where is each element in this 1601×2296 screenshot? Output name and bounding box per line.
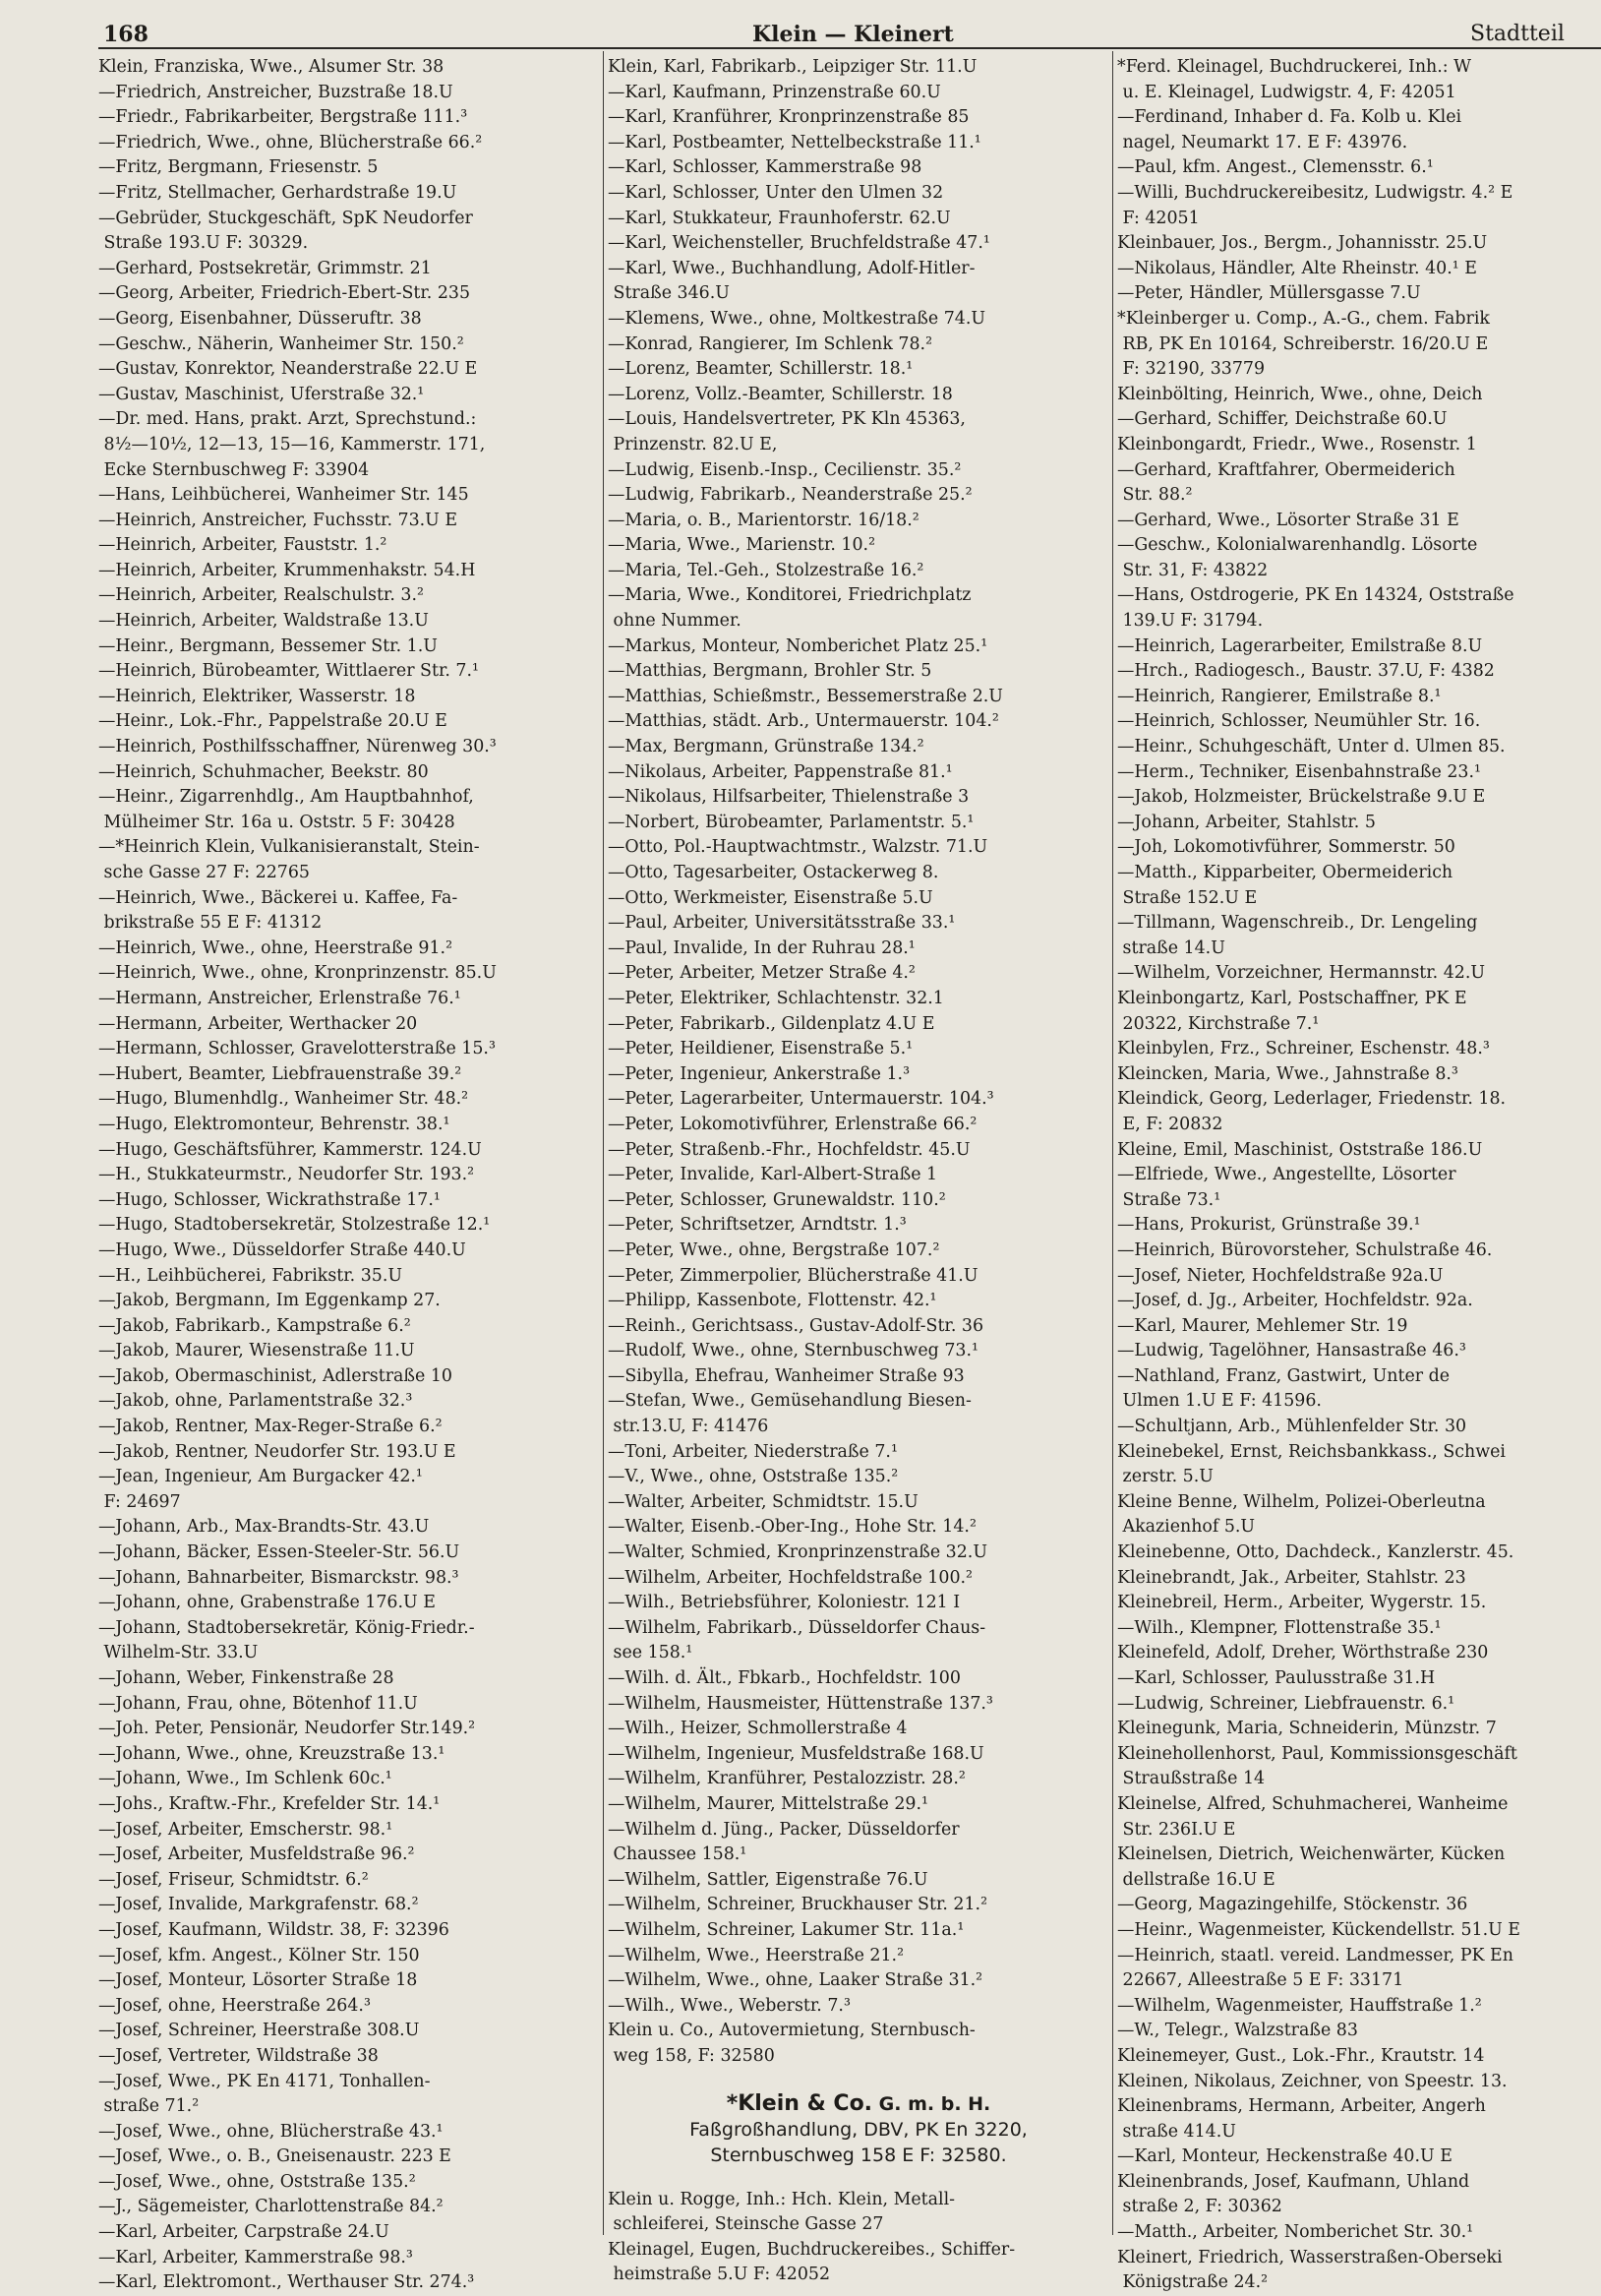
directory-entry-line: —Karl, Stukkateur, Fraunhoferstr. 62.U xyxy=(608,208,951,228)
directory-entry-line: —Nikolaus, Hilfsarbeiter, Thielenstraße 3 xyxy=(608,787,970,808)
directory-entry-line: Kleinehollenhorst, Paul, Kommissionsgeschäft xyxy=(1117,1743,1517,1764)
directory-entry-line: —Jean, Ingenieur, Am Burgacker 42.¹ xyxy=(98,1467,423,1487)
directory-entry-line: straße 414.U xyxy=(1117,2121,1236,2142)
directory-entry-line: —Jakob, Obermaschinist, Adlerstraße 10 xyxy=(98,1365,452,1386)
directory-entry-line: Kleincken, Maria, Wwe., Jahnstraße 8.³ xyxy=(1117,1063,1458,1084)
directory-entry-line: —Wilhelm, Sattler, Eigenstraße 76.U xyxy=(608,1869,928,1890)
directory-entry-line: —Johann, Stadtobersekretär, König-Friedr.- xyxy=(98,1617,475,1638)
directory-entry-line: —Wilh., Heizer, Schmollerstraße 4 xyxy=(608,1719,908,1739)
column-divider xyxy=(603,51,604,2235)
directory-entry-line: —Johann, Arbeiter, Stahlstr. 5 xyxy=(1117,812,1376,832)
directory-entry-line: —Heinrich, Arbeiter, Realschulstr. 3.² xyxy=(98,585,424,606)
directory-entry-line: Kleinemeyer, Gust., Lok.-Fhr., Krautstr. 14 xyxy=(1117,2045,1485,2066)
directory-entry-line: —Heinrich, Lagerarbeiter, Emilstraße 8.U xyxy=(1117,635,1483,656)
directory-entry-line: —Peter, Händler, Müllersgasse 7.U xyxy=(1117,283,1421,304)
directory-entry-line: Kleinebenne, Otto, Dachdeck., Kanzlerstr. 45. xyxy=(1117,1542,1514,1563)
directory-entry-line: —Karl, Elektromont., Werthauser Str. 274.³ xyxy=(98,2272,475,2293)
directory-entry-line: —Friedr., Fabrikarbeiter, Bergstraße 111.³ xyxy=(98,107,468,128)
directory-entry-line: Straße 73.¹ xyxy=(1117,1189,1221,1210)
directory-entry-line: —Walter, Eisenb.-Ober-Ing., Hohe Str. 14.² xyxy=(608,1517,977,1538)
directory-entry-line: —Schultjann, Arb., Mühlenfelder Str. 30 xyxy=(1117,1417,1467,1437)
directory-entry-line: Kleinbongardt, Friedr., Wwe., Rosenstr. 1 xyxy=(1117,434,1477,454)
directory-entry-line: —Dr. med. Hans, prakt. Arzt, Sprechstund.: xyxy=(98,409,477,430)
directory-entry-line: —Hans, Ostdrogerie, PK En 14324, Oststraße xyxy=(1117,585,1514,606)
directory-entry-line: —Ferdinand, Inhaber d. Fa. Kolb u. Klei xyxy=(1117,107,1462,128)
directory-entry-line: Kleinen, Nikolaus, Zeichner, von Speestr. 13. xyxy=(1117,2071,1508,2091)
directory-entry-line: —Hugo, Blumenhdlg., Wanheimer Str. 48.² xyxy=(98,1089,469,1110)
directory-entry-line: —Wilhelm, Wagenmeister, Hauffstraße 1.² xyxy=(1117,1995,1482,2016)
directory-entry-line: Kleinebrandt, Jak., Arbeiter, Stahlstr. 23 xyxy=(1117,1567,1466,1588)
directory-entry-line: straße 2, F: 30362 xyxy=(1117,2197,1282,2217)
directory-entry-line: —Josef, Kaufmann, Wildstr. 38, F: 32396 xyxy=(98,1919,449,1940)
directory-entry-line: sche Gasse 27 F: 22765 xyxy=(98,863,310,882)
directory-entry-line: —Otto, Werkmeister, Eisenstraße 5.U xyxy=(608,887,933,908)
directory-entry-line: —Hubert, Beamter, Liebfrauenstraße 39.² xyxy=(98,1063,462,1084)
directory-entry-line: Kleine Benne, Wilhelm, Polizei-Oberleutna xyxy=(1117,1491,1486,1512)
directory-entry-line: —Norbert, Bürobeamter, Parlamentstr. 5.¹ xyxy=(608,812,975,832)
advertisement xyxy=(608,2070,1109,2188)
directory-entry-line: —Josef, Nieter, Hochfeldstraße 92a.U xyxy=(1117,1265,1444,1286)
directory-entry-line: —Georg, Eisenbahner, Düsseruftr. 38 xyxy=(98,308,422,329)
directory-entry-line: —Heinrich, Elektriker, Wasserstr. 18 xyxy=(98,686,416,706)
directory-entry-line: —Peter, Elektriker, Schlachtenstr. 32.1 xyxy=(608,988,944,1008)
column-2-tail xyxy=(608,2188,1109,2288)
directory-entry-line: —Ludwig, Tagelöhner, Hansastraße 46.³ xyxy=(1117,1341,1466,1361)
directory-entry-line: —Karl, Monteur, Heckenstraße 40.U E xyxy=(1117,2146,1453,2167)
directory-entry-line: —Heinrich, Schuhmacher, Beekstr. 80 xyxy=(98,761,429,782)
directory-entry-line: —Gerhard, Wwe., Lösorter Straße 31 E xyxy=(1117,510,1459,530)
directory-entry-line: see 158.¹ xyxy=(608,1643,693,1663)
directory-entry-line: —Toni, Arbeiter, Niederstraße 7.¹ xyxy=(608,1441,898,1462)
directory-entry-line: —Hugo, Stadtobersekretär, Stolzestraße 12.¹ xyxy=(98,1215,491,1236)
directory-entry-line: —Heinr., Wagenmeister, Kückendellstr. 51.U E xyxy=(1117,1919,1520,1940)
directory-entry-line: —Hugo, Wwe., Düsseldorfer Straße 440.U xyxy=(98,1239,466,1260)
directory-entry-line: —Peter, Schlosser, Grunewaldstr. 110.² xyxy=(608,1189,946,1210)
directory-entry-line: —Josef, Wwe., PK En 4171, Tonhallen- xyxy=(98,2071,431,2091)
directory-entry-line: —Josef, Invalide, Markgrafenstr. 68.² xyxy=(98,1895,419,1915)
directory-entry-line: —V., Wwe., ohne, Oststraße 135.² xyxy=(608,1467,899,1487)
directory-entry-line: —Johann, Wwe., Im Schlenk 60c.¹ xyxy=(98,1769,392,1789)
directory-entry-line: —Jakob, Rentner, Neudorfer Str. 193.U E xyxy=(98,1441,456,1462)
directory-entry-line: Königstraße 24.² xyxy=(1117,2272,1269,2293)
directory-entry-line: —Georg, Magazingehilfe, Stöckenstr. 36 xyxy=(1117,1895,1468,1915)
directory-entry-line: zerstr. 5.U xyxy=(1117,1467,1214,1487)
directory-entry-line: —Karl, Arbeiter, Kammerstraße 98.³ xyxy=(98,2247,413,2267)
directory-entry-line: —Heinr., Zigarrenhdlg., Am Hauptbahnhof, xyxy=(98,787,474,808)
directory-entry-line: Kleindick, Georg, Lederlager, Friedenstr. 18. xyxy=(1117,1089,1507,1110)
directory-entry-line: —Max, Bergmann, Grünstraße 134.² xyxy=(608,737,924,757)
directory-entry-line: —Wilhelm, Schreiner, Lakumer Str. 11a.¹ xyxy=(608,1919,965,1940)
directory-entry-line: Chaussee 158.¹ xyxy=(608,1844,747,1865)
directory-entry-line: —Peter, Invalide, Karl-Albert-Straße 1 xyxy=(608,1165,938,1185)
directory-entry-line: Kleinegunk, Maria, Schneiderin, Münzstr. 7 xyxy=(1117,1719,1497,1739)
advert-company-name: *Klein & Co. xyxy=(726,2090,873,2116)
directory-entry-line: —Karl, Wwe., Buchhandlung, Adolf-Hitler- xyxy=(608,258,976,278)
column-2 xyxy=(608,55,1109,2285)
directory-entry-line: —Otto, Tagesarbeiter, Ostackerweg 8. xyxy=(608,863,939,882)
directory-entry-line: —Josef, Friseur, Schmidtstr. 6.² xyxy=(98,1869,369,1890)
directory-entry-line: —Ludwig, Eisenb.-Insp., Cecilienstr. 35.² xyxy=(608,459,962,480)
directory-entry-line: —Peter, Arbeiter, Metzer Straße 4.² xyxy=(608,963,916,984)
directory-entry-line: —*Heinrich Klein, Vulkanisieranstalt, Stein- xyxy=(98,837,480,858)
directory-entry-line: Kleinagel, Eugen, Buchdruckereibes., Schiffer- xyxy=(608,2239,1016,2260)
directory-entry-line: —Johann, Bäcker, Essen-Steeler-Str. 56.U xyxy=(98,1542,460,1563)
directory-entry-line: —Wilh. d. Ält., Fbkarb., Hochfeldstr. 100 xyxy=(608,1668,961,1688)
directory-entry-line: —H., Stukkateurmstr., Neudorfer Str. 193.² xyxy=(98,1165,475,1185)
directory-entry-line: Klein u. Co., Autovermietung, Sternbusch- xyxy=(608,2021,976,2041)
directory-entry-line: Str. 31, F: 43822 xyxy=(1117,560,1269,580)
directory-entry-line: —Paul, Arbeiter, Universitätsstraße 33.¹ xyxy=(608,913,956,934)
directory-entry-line: —Geschw., Kolonialwarenhandlg. Lösorte xyxy=(1117,535,1478,556)
directory-entry-line: —Wilh., Wwe., Weberstr. 7.³ xyxy=(608,1995,851,2016)
directory-entry-line: —Otto, Pol.-Hauptwachtmstr., Walzstr. 71.U xyxy=(608,837,988,858)
directory-entry-line: —Josef, Vertreter, Wildstraße 38 xyxy=(98,2045,379,2066)
directory-entry-line: —Heinrich, Wwe., ohne, Kronprinzenstr. 85.U xyxy=(98,963,497,984)
directory-entry-line: —Jakob, Rentner, Max-Reger-Straße 6.² xyxy=(98,1417,443,1437)
directory-entry-line: —Hugo, Geschäftsführer, Kammerstr. 124.U xyxy=(98,1139,482,1160)
directory-entry-line: Akazienhof 5.U xyxy=(1117,1517,1256,1538)
directory-entry-line: —Walter, Schmied, Kronprinzenstraße 32.U xyxy=(608,1542,987,1563)
advert-line: Faßgroßhandlung, DBV, PK En 3220, xyxy=(689,2118,1028,2141)
directory-entry-line: Kleinbongartz, Karl, Postschaffner, PK E xyxy=(1117,988,1467,1008)
directory-entry-line: —Johann, Wwe., ohne, Kreuzstraße 13.¹ xyxy=(98,1743,445,1764)
directory-entry-line: Straße 193.U F: 30329. xyxy=(98,233,309,254)
directory-entry-line: —Herm., Techniker, Eisenbahnstraße 23.¹ xyxy=(1117,761,1481,782)
directory-entry-line: 20322, Kirchstraße 7.¹ xyxy=(1117,1013,1320,1034)
directory-entry-line: Straße 346.U xyxy=(608,283,730,304)
directory-entry-line: —Johs., Kraftw.-Fhr., Krefelder Str. 14.¹ xyxy=(98,1793,441,1814)
directory-entry-line: —Geschw., Näherin, Wanheimer Str. 150.² xyxy=(98,333,464,354)
directory-entry-line: —Hugo, Schlosser, Wickrathstraße 17.¹ xyxy=(98,1189,441,1210)
directory-entry-line: —Peter, Fabrikarb., Gildenplatz 4.U E xyxy=(608,1013,935,1034)
directory-entry-line: Kleine, Emil, Maschinist, Oststraße 186.U xyxy=(1117,1139,1483,1160)
directory-entry-line: F: 24697 xyxy=(98,1491,181,1512)
directory-entry-line: —Tillmann, Wagenschreib., Dr. Lengeling xyxy=(1117,913,1478,934)
directory-entry-line: —Josef, Wwe., ohne, Oststraße 135.² xyxy=(98,2171,416,2192)
directory-entry-line: —Matthias, Schießmstr., Bessemerstraße 2.U xyxy=(608,686,1003,706)
directory-entry-line: —Heinr., Schuhgeschäft, Unter d. Ulmen 85. xyxy=(1117,737,1506,757)
directory-entry-line: —Johann, Arb., Max-Brandts-Str. 43.U xyxy=(98,1517,430,1538)
page-number: 168 xyxy=(103,22,148,47)
directory-entry-line: —Peter, Lagerarbeiter, Untermauerstr. 104.³ xyxy=(608,1089,994,1110)
directory-entry-line: —Markus, Monteur, Nomberichet Platz 25.¹ xyxy=(608,635,988,656)
directory-entry-line: —Jakob, ohne, Parlamentstraße 32.³ xyxy=(98,1391,413,1412)
directory-entry-line: Kleinenbrands, Josef, Kaufmann, Uhland xyxy=(1117,2171,1470,2192)
directory-entry-line: straße 71.² xyxy=(98,2096,200,2117)
directory-entry-line: —Heinrich, Anstreicher, Fuchsstr. 73.U E xyxy=(98,510,458,530)
directory-entry-line: —Maria, Tel.-Geh., Stolzestraße 16.² xyxy=(608,560,924,580)
directory-entry-line: —Wilhelm, Schreiner, Bruckhauser Str. 21.² xyxy=(608,1895,988,1915)
directory-entry-line: —Peter, Zimmerpolier, Blücherstraße 41.U xyxy=(608,1265,978,1286)
directory-entry-line: —Paul, kfm. Angest., Clemensstr. 6.¹ xyxy=(1117,157,1434,178)
directory-entry-line: —Heinrich, staatl. vereid. Landmesser, PK En xyxy=(1117,1945,1513,1965)
directory-entry-line: —H., Leihbücherei, Fabrikstr. 35.U xyxy=(98,1265,403,1286)
directory-entry-line: heimstraße 5.U F: 42052 xyxy=(608,2265,831,2285)
directory-entry-line: —Maria, o. B., Marientorstr. 16/18.² xyxy=(608,510,919,530)
directory-entry-line: —Heinrich, Arbeiter, Krummenhakstr. 54.H xyxy=(98,560,476,580)
directory-entry-line: Straße 152.U E xyxy=(1117,887,1258,908)
directory-entry-line: F: 42051 xyxy=(1117,208,1200,228)
directory-entry-line: Str. 88.² xyxy=(1117,485,1193,506)
directory-entry-line: 139.U F: 31794. xyxy=(1117,611,1264,632)
directory-entry-line: —Karl, Schlosser, Paulusstraße 31.H xyxy=(1117,1668,1436,1688)
directory-entry-line: —Peter, Heildiener, Eisenstraße 5.¹ xyxy=(608,1039,914,1059)
advert-company-form: G. m. b. H. xyxy=(872,2092,991,2115)
directory-entry-line: —Sibylla, Ehefrau, Wanheimer Straße 93 xyxy=(608,1365,965,1386)
directory-entry-line: —Gerhard, Schiffer, Deichstraße 60.U xyxy=(1117,409,1448,430)
directory-entry-line: —Heinrich, Schlosser, Neumühler Str. 16. xyxy=(1117,711,1481,732)
directory-entry-line: —Wilhelm, Arbeiter, Hochfeldstraße 100.² xyxy=(608,1567,974,1588)
directory-entry-line: —Josef, kfm. Angest., Kölner Str. 150 xyxy=(98,1945,420,1965)
directory-entry-line: —Georg, Arbeiter, Friedrich-Ebert-Str. 235 xyxy=(98,283,471,304)
advert-company xyxy=(608,2091,1109,2117)
directory-entry-line: —Hermann, Arbeiter, Werthacker 20 xyxy=(98,1013,418,1034)
directory-entry-line: —Ludwig, Fabrikarb., Neanderstraße 25.² xyxy=(608,485,973,506)
directory-entry-line: —Hugo, Elektromonteur, Behrenstr. 38.¹ xyxy=(98,1114,450,1134)
directory-entry-line: —Hermann, Schlosser, Gravelotterstraße 15.³ xyxy=(98,1039,496,1059)
column-1 xyxy=(98,55,600,2293)
directory-entry-line: —Johann, Weber, Finkenstraße 28 xyxy=(98,1668,394,1688)
directory-entry-line: u. E. Kleinagel, Ludwigstr. 4, F: 42051 xyxy=(1117,82,1456,102)
directory-entry-line: Wilhelm-Str. 33.U xyxy=(98,1643,259,1663)
directory-entry-line: —J., Sägemeister, Charlottenstraße 84.² xyxy=(98,2197,444,2217)
directory-entry-line: —Hans, Prokurist, Grünstraße 39.¹ xyxy=(1117,1215,1421,1236)
directory-entry-line: Kleinelsen, Dietrich, Weichenwärter, Kücken xyxy=(1117,1844,1506,1865)
directory-entry-line: —Joh. Peter, Pensionär, Neudorfer Str.149.² xyxy=(98,1719,476,1739)
directory-entry-line: —Philipp, Kassenbote, Flottenstr. 42.¹ xyxy=(608,1291,937,1311)
directory-entry-line: —Maria, Wwe., Marienstr. 10.² xyxy=(608,535,876,556)
directory-entry-line: —Lorenz, Beamter, Schillerstr. 18.¹ xyxy=(608,359,914,380)
directory-entry-line: —Wilhelm, Kranführer, Pestalozzistr. 28.² xyxy=(608,1769,966,1789)
directory-entry-line: *Kleinberger u. Comp., A.-G., chem. Fabrik xyxy=(1117,308,1490,329)
directory-entry-line: —Wilhelm, Wwe., ohne, Laaker Straße 31.² xyxy=(608,1970,983,1991)
directory-entry-line: —Heinrich, Rangierer, Emilstraße 8.¹ xyxy=(1117,686,1442,706)
column-3 xyxy=(1117,55,1601,2293)
directory-entry-line: —Matthias, Bergmann, Brohler Str. 5 xyxy=(608,661,932,682)
directory-entry-line: —Heinrich, Wwe., Bäckerei u. Kaffee, Fa- xyxy=(98,887,458,908)
directory-entry-line: —Nathland, Franz, Gastwirt, Unter de xyxy=(1117,1365,1451,1386)
directory-entry-line: —Gerhard, Postsekretär, Grimmstr. 21 xyxy=(98,258,432,278)
directory-entry-line: —Josef, d. Jg., Arbeiter, Hochfeldstr. 92a. xyxy=(1117,1291,1473,1311)
directory-entry-line: Prinzenstr. 82.U E, xyxy=(608,434,778,454)
directory-entry-line: —Josef, ohne, Heerstraße 264.³ xyxy=(98,1995,371,2016)
directory-entry-line: Klein u. Rogge, Inh.: Hch. Klein, Metall- xyxy=(608,2189,956,2209)
directory-entry-line: weg 158, F: 32580 xyxy=(608,2045,775,2066)
directory-entry-line: E, F: 20832 xyxy=(1117,1114,1223,1134)
directory-entry-line: Klein, Karl, Fabrikarb., Leipziger Str. 11.U xyxy=(608,57,978,77)
directory-entry-line: —Gerhard, Kraftfahrer, Obermeiderich xyxy=(1117,459,1455,480)
directory-entry-line: —Gebrüder, Stuckgeschäft, SpK Neudorfer xyxy=(98,208,473,228)
directory-entry-line: —Karl, Schlosser, Kammerstraße 98 xyxy=(608,157,922,178)
directory-entry-line: straße 14.U xyxy=(1117,937,1225,958)
directory-entry-line: —Fritz, Bergmann, Friesenstr. 5 xyxy=(98,157,379,178)
directory-entry-line: —Nikolaus, Händler, Alte Rheinstr. 40.¹ E xyxy=(1117,258,1477,278)
directory-entry-line: —Johann, Frau, ohne, Bötenhof 11.U xyxy=(98,1693,418,1714)
directory-entry-line: —Karl, Kranführer, Kronprinzenstraße 85 xyxy=(608,107,970,128)
directory-entry-line: —Willi, Buchdruckereibesitz, Ludwigstr. 4.² E xyxy=(1117,182,1513,203)
directory-entry-line: —Rudolf, Wwe., ohne, Sternbuschweg 73.¹ xyxy=(608,1341,978,1361)
directory-entry-line: schleiferei, Steinsche Gasse 27 xyxy=(608,2214,884,2235)
directory-entry-line: —Peter, Straßenb.-Fhr., Hochfeldstr. 45.U xyxy=(608,1139,971,1160)
directory-entry-line: —Maria, Wwe., Konditorei, Friedrichplatz xyxy=(608,585,972,606)
directory-entry-line: —Matth., Arbeiter, Nomberichet Str. 30.¹ xyxy=(1117,2222,1474,2243)
directory-entry-line: —W., Telegr., Walzstraße 83 xyxy=(1117,2021,1358,2041)
directory-entry-line: ohne Nummer. xyxy=(608,611,741,632)
directory-entry-line: —Hans, Leihbücherei, Wanheimer Str. 145 xyxy=(98,485,469,506)
directory-entry-line: —Peter, Schriftsetzer, Arndtstr. 1.³ xyxy=(608,1215,907,1236)
section-label: Stadtteil xyxy=(1470,22,1565,46)
directory-entry-line: str.13.U, F: 41476 xyxy=(608,1417,769,1437)
directory-entry-line: —Elfriede, Wwe., Angestellte, Lösorter xyxy=(1117,1165,1456,1185)
directory-entry-line: dellstraße 16.U E xyxy=(1117,1869,1275,1890)
directory-entry-line: —Reinh., Gerichtsass., Gustav-Adolf-Str. 36 xyxy=(608,1315,984,1336)
directory-entry-line: —Heinrich, Posthilfsschaffner, Nürenweg 30.³ xyxy=(98,737,497,757)
header-rule xyxy=(98,47,1601,49)
directory-entry-line: Kleinebreil, Herm., Arbeiter, Wygerstr. 15. xyxy=(1117,1593,1487,1613)
directory-entry-line: —Hrch., Radiogesch., Baustr. 37.U, F: 4382 xyxy=(1117,661,1495,682)
directory-entry-line: —Friedrich, Anstreicher, Buzstraße 18.U xyxy=(98,82,453,102)
directory-entry-line: —Wilhelm, Ingenieur, Musfeldstraße 168.U xyxy=(608,1743,984,1764)
directory-entry-line: *Ferd. Kleinagel, Buchdruckerei, Inh.: W xyxy=(1117,57,1472,77)
directory-entry-line: —Klemens, Wwe., ohne, Moltkestraße 74.U xyxy=(608,308,986,329)
directory-entry-line: —Konrad, Rangierer, Im Schlenk 78.² xyxy=(608,333,933,354)
directory-entry-line: Kleinelse, Alfred, Schuhmacherei, Wanheime xyxy=(1117,1793,1509,1814)
directory-entry-line: —Josef, Arbeiter, Musfeldstraße 96.² xyxy=(98,1844,415,1865)
directory-entry-line: —Josef, Wwe., o. B., Gneisenaustr. 223 E xyxy=(98,2146,451,2167)
directory-entry-line: —Wilhelm, Hausmeister, Hüttenstraße 137.³ xyxy=(608,1693,993,1714)
directory-entry-line: —Wilhelm, Vorzeichner, Hermannstr. 42.U xyxy=(1117,963,1486,984)
directory-entry-line: brikstraße 55 E F: 41312 xyxy=(98,913,323,934)
directory-entry-line: —Karl, Schlosser, Unter den Ulmen 32 xyxy=(608,182,944,203)
directory-entry-line: Kleinenbrams, Hermann, Arbeiter, Angerh xyxy=(1117,2096,1486,2117)
directory-entry-line: —Heinr., Bergmann, Bessemer Str. 1.U xyxy=(98,635,438,656)
directory-entry-line: —Josef, Arbeiter, Emscherstr. 98.¹ xyxy=(98,1819,393,1840)
directory-entry-line: —Johann, Bahnarbeiter, Bismarckstr. 98.³ xyxy=(98,1567,459,1588)
directory-entry-line: Straußstraße 14 xyxy=(1117,1769,1266,1789)
directory-entry-line: —Josef, Wwe., ohne, Blücherstraße 43.¹ xyxy=(98,2121,444,2142)
directory-entry-line: —Hermann, Anstreicher, Erlenstraße 76.¹ xyxy=(98,988,461,1008)
directory-entry-line: —Heinr., Lok.-Fhr., Pappelstraße 20.U E xyxy=(98,711,447,732)
directory-entry-line: —Peter, Wwe., ohne, Bergstraße 107.² xyxy=(608,1239,940,1260)
directory-entry-line: Kleinert, Friedrich, Wasserstraßen-Oberseki xyxy=(1117,2247,1503,2267)
directory-entry-line: —Louis, Handelsvertreter, PK Kln 45363, xyxy=(608,409,966,430)
directory-entry-line: —Wilhelm, Maurer, Mittelstraße 29.¹ xyxy=(608,1793,928,1814)
directory-entry-line: —Heinrich, Wwe., ohne, Heerstraße 91.² xyxy=(98,937,453,958)
directory-entry-line: Mülheimer Str. 16a u. Oststr. 5 F: 30428 xyxy=(98,812,455,832)
directory-entry-line: F: 32190, 33779 xyxy=(1117,359,1266,380)
column-2-entries xyxy=(608,55,1109,2070)
directory-entry-line: —Walter, Arbeiter, Schmidtstr. 15.U xyxy=(608,1491,919,1512)
directory-entry-line: —Joh, Lokomotivführer, Sommerstr. 50 xyxy=(1117,837,1455,858)
directory-entry-line: —Josef, Schreiner, Heerstraße 308.U xyxy=(98,2021,420,2041)
directory-entry-line: —Heinrich, Arbeiter, Waldstraße 13.U xyxy=(98,611,429,632)
directory-entry-line: nagel, Neumarkt 17. E F: 43976. xyxy=(1117,132,1408,152)
directory-entry-line: —Heinrich, Arbeiter, Fauststr. 1.² xyxy=(98,535,387,556)
directory-entry-line: —Karl, Weichensteller, Bruchfeldstraße 47.¹ xyxy=(608,233,990,254)
directory-entry-line: —Lorenz, Vollz.-Beamter, Schillerstr. 18 xyxy=(608,384,953,404)
directory-entry-line: —Jakob, Holzmeister, Brückelstraße 9.U E xyxy=(1117,787,1486,808)
directory-entry-line: —Ludwig, Schreiner, Liebfrauenstr. 6.¹ xyxy=(1117,1693,1455,1714)
directory-entry-line: 8½—10½, 12—13, 15—16, Kammerstr. 171, xyxy=(98,434,486,454)
directory-entry-line: —Jakob, Bergmann, Im Eggenkamp 27. xyxy=(98,1291,441,1311)
directory-entry-line: —Karl, Arbeiter, Carpstraße 24.U xyxy=(98,2222,389,2243)
directory-entry-line: —Heinrich, Bürovorsteher, Schulstraße 46. xyxy=(1117,1239,1493,1260)
directory-entry-line: —Johann, ohne, Grabenstraße 176.U E xyxy=(98,1593,436,1613)
directory-entry-line: —Wilhelm d. Jüng., Packer, Düsseldorfer xyxy=(608,1819,960,1840)
directory-entry-line: —Peter, Lokomotivführer, Erlenstraße 66.² xyxy=(608,1114,978,1134)
directory-entry-line: —Karl, Kaufmann, Prinzenstraße 60.U xyxy=(608,82,941,102)
directory-entry-line: Kleinefeld, Adolf, Dreher, Wörthstraße 230 xyxy=(1117,1643,1489,1663)
directory-entry-line: Ulmen 1.U E F: 41596. xyxy=(1117,1391,1322,1412)
directory-entry-line: Kleinbauer, Jos., Bergm., Johannisstr. 25.U xyxy=(1117,233,1488,254)
directory-entry-line: —Matth., Kipparbeiter, Obermeiderich xyxy=(1117,863,1453,882)
directory-entry-line: —Josef, Monteur, Lösorter Straße 18 xyxy=(98,1970,418,1991)
directory-entry-line: RB, PK En 10164, Schreiberstr. 16/20.U E xyxy=(1117,333,1489,354)
directory-entry-line: —Paul, Invalide, In der Ruhrau 28.¹ xyxy=(608,937,916,958)
directory-entry-line: —Gustav, Konrektor, Neanderstraße 22.U E xyxy=(98,359,478,380)
directory-entry-line: —Friedrich, Wwe., ohne, Blücherstraße 66.² xyxy=(98,132,483,152)
advert-line: Sternbuschweg 158 E F: 32580. xyxy=(710,2144,1007,2166)
directory-entry-line: —Wilhelm, Fabrikarb., Düsseldorfer Chaus- xyxy=(608,1617,986,1638)
directory-entry-line: —Wilh., Klempner, Flottenstraße 35.¹ xyxy=(1117,1617,1442,1638)
directory-entry-line: —Fritz, Stellmacher, Gerhardstraße 19.U xyxy=(98,182,457,203)
directory-entry-line: Klein, Franziska, Wwe., Alsumer Str. 38 xyxy=(98,57,445,77)
directory-entry-line: —Karl, Postbeamter, Nettelbeckstraße 11.¹ xyxy=(608,132,981,152)
directory-entry-line: —Gustav, Maschinist, Uferstraße 32.¹ xyxy=(98,384,425,404)
directory-entry-line: —Heinrich, Bürobeamter, Wittlaerer Str. 7.¹ xyxy=(98,661,479,682)
directory-entry-line: Kleinbölting, Heinrich, Wwe., ohne, Deich xyxy=(1117,384,1483,404)
directory-entry-line: —Jakob, Fabrikarb., Kampstraße 6.² xyxy=(98,1315,411,1336)
directory-entry-line: —Nikolaus, Arbeiter, Pappenstraße 81.¹ xyxy=(608,761,953,782)
directory-entry-line: —Stefan, Wwe., Gemüsehandlung Biesen- xyxy=(608,1391,972,1412)
directory-entry-line: —Matthias, städt. Arb., Untermauerstr. 104.² xyxy=(608,711,999,732)
directory-entry-line: —Karl, Maurer, Mehlemer Str. 19 xyxy=(1117,1315,1408,1336)
directory-entry-line: Kleinebekel, Ernst, Reichsbankkass., Schwei xyxy=(1117,1441,1506,1462)
directory-entry-line: —Wilhelm, Wwe., Heerstraße 21.² xyxy=(608,1945,905,1965)
running-title: Klein — Kleinert xyxy=(752,22,954,47)
directory-entry-line: Str. 236I.U E xyxy=(1117,1819,1236,1840)
directory-entry-line: 22667, Alleestraße 5 E F: 33171 xyxy=(1117,1970,1404,1991)
column-divider xyxy=(1112,51,1113,2235)
directory-entry-line: Ecke Sternbuschweg F: 33904 xyxy=(98,459,370,480)
directory-entry-line: —Jakob, Maurer, Wiesenstraße 11.U xyxy=(98,1341,415,1361)
directory-entry-line: Kleinbylen, Frz., Schreiner, Eschenstr. 48.³ xyxy=(1117,1039,1490,1059)
directory-entry-line: —Wilh., Betriebsführer, Koloniestr. 121 I xyxy=(608,1593,961,1613)
directory-entry-line: —Peter, Ingenieur, Ankerstraße 1.³ xyxy=(608,1063,911,1084)
